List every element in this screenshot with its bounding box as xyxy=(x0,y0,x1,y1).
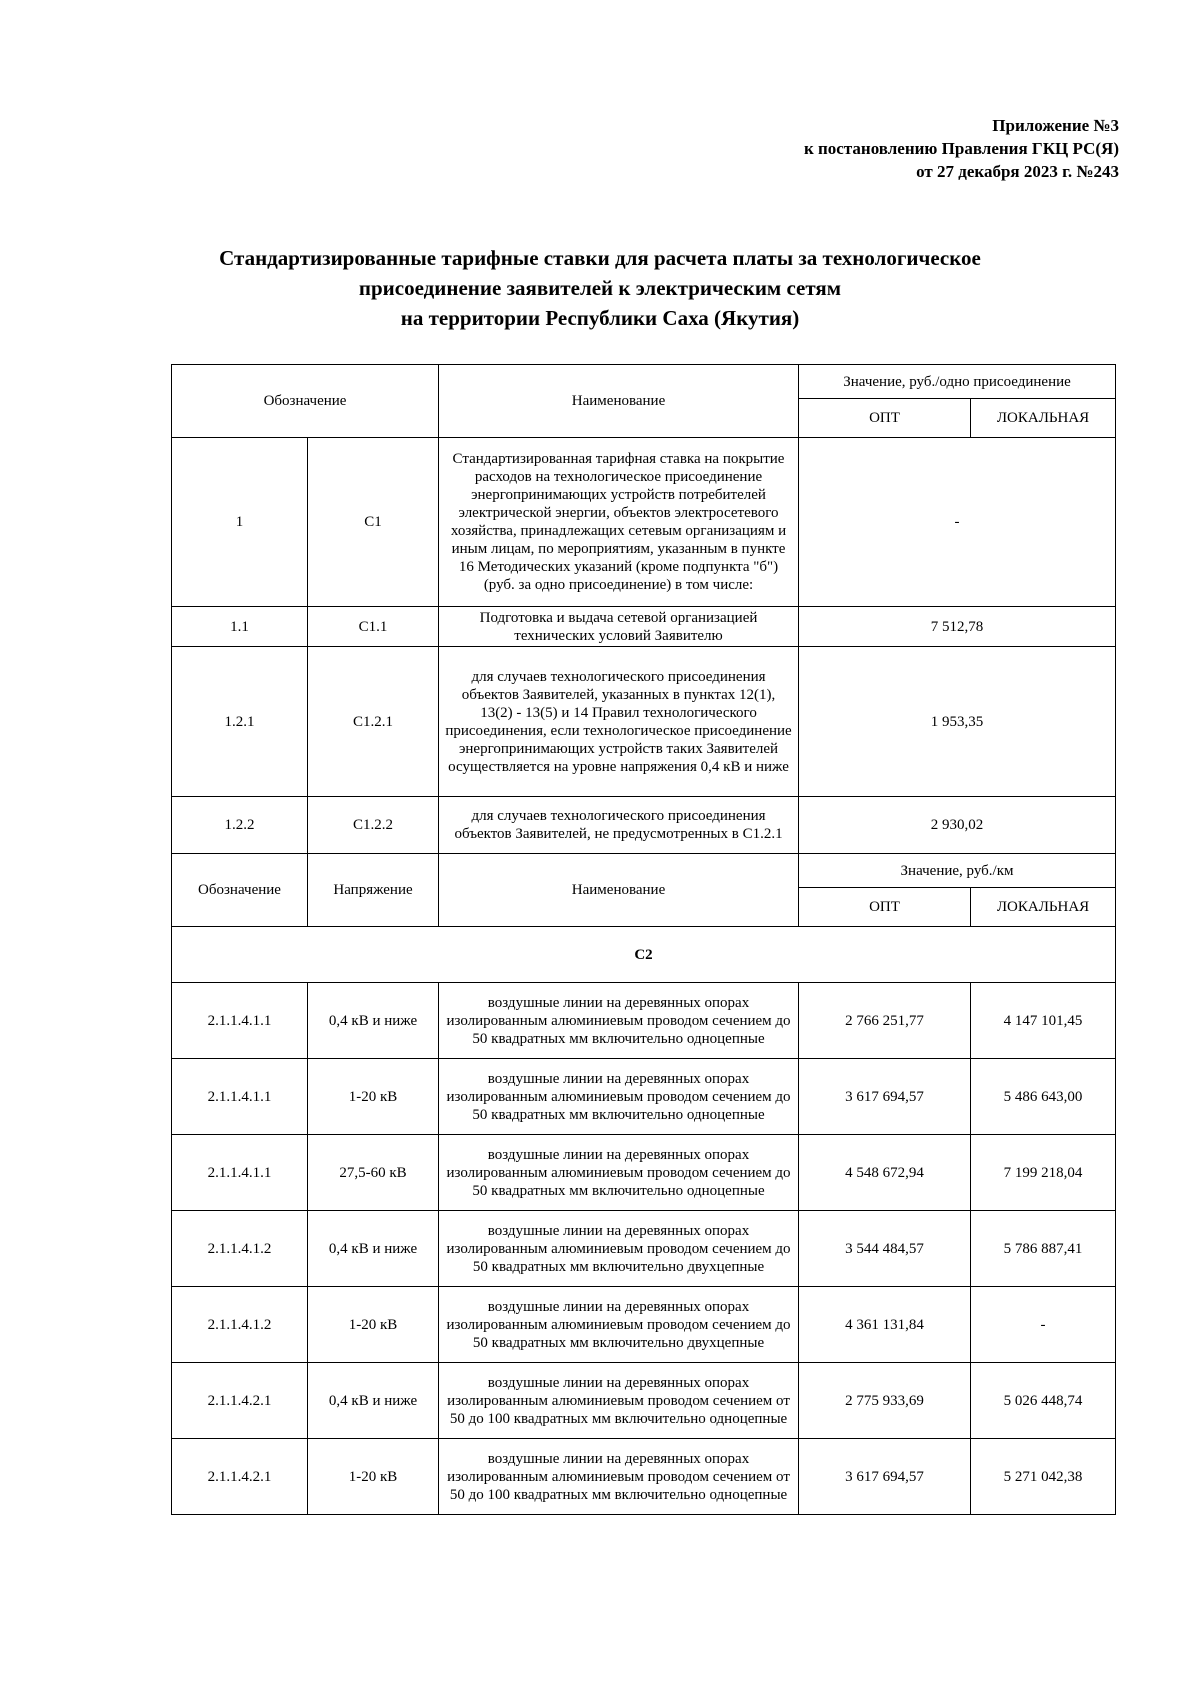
row-local-value: 5 271 042,38 xyxy=(971,1439,1116,1515)
row-value: 7 512,78 xyxy=(799,607,1116,647)
row-name: воздушные линии на деревянных опорах изолированным алюминиевым проводом сечением от 50 до 100 квадратных мм включительно одноцепные xyxy=(439,1439,799,1515)
row-opt-value: 4 361 131,84 xyxy=(799,1287,971,1363)
row-voltage: 0,4 кВ и ниже xyxy=(308,1211,439,1287)
row-value: - xyxy=(799,438,1116,607)
table1-header-row xyxy=(172,365,1116,399)
row-opt-value: 3 617 694,57 xyxy=(799,1059,971,1135)
row-code: 2.1.1.4.1.2 xyxy=(172,1211,308,1287)
section-row xyxy=(172,927,1116,983)
table1-col-designation: Обозначение xyxy=(172,365,439,438)
row-local-value: 5 786 887,41 xyxy=(971,1211,1116,1287)
row-name: воздушные линии на деревянных опорах изолированным алюминиевым проводом сечением до 50 квадратных мм включительно одноцепные xyxy=(439,1059,799,1135)
row-value: 1 953,35 xyxy=(799,647,1116,797)
table-row xyxy=(172,1135,1116,1211)
table2-col-designation: Обозначение xyxy=(172,854,308,927)
row-voltage: 1-20 кВ xyxy=(308,1439,439,1515)
tariff-table xyxy=(171,364,1116,1515)
row-opt-value: 3 544 484,57 xyxy=(799,1211,971,1287)
section-title: С2 xyxy=(172,927,1116,983)
row-name: воздушные линии на деревянных опорах изолированным алюминиевым проводом сечением до 50 квадратных мм включительно двухцепные xyxy=(439,1211,799,1287)
row-code: 2.1.1.4.2.1 xyxy=(172,1363,308,1439)
row-value: 2 930,02 xyxy=(799,797,1116,854)
row-local-value: 4 147 101,45 xyxy=(971,983,1116,1059)
row-code: С1 xyxy=(308,438,439,607)
row-number: 1.1 xyxy=(172,607,308,647)
row-opt-value: 2 766 251,77 xyxy=(799,983,971,1059)
table-row xyxy=(172,1439,1116,1515)
row-code: 2.1.1.4.2.1 xyxy=(172,1439,308,1515)
table-row xyxy=(172,1287,1116,1363)
table1-col-local: ЛОКАЛЬНАЯ xyxy=(971,399,1116,438)
table-row xyxy=(172,797,1116,854)
table-row xyxy=(172,438,1116,607)
resolution-date: от 27 декабря 2023 г. №243 xyxy=(916,162,1119,181)
row-voltage: 27,5-60 кВ xyxy=(308,1135,439,1211)
resolution-reference: к постановлению Правления ГКЦ РС(Я) xyxy=(803,139,1119,158)
row-opt-value: 4 548 672,94 xyxy=(799,1135,971,1211)
table2-col-name: Наименование xyxy=(439,854,799,927)
title-line-1: Стандартизированные тарифные ставки для расчета платы за технологическое xyxy=(219,246,981,270)
table2-col-voltage: Напряжение xyxy=(308,854,439,927)
table-row xyxy=(172,607,1116,647)
row-number: 1.2.2 xyxy=(172,797,308,854)
table1-col-opt: ОПТ xyxy=(799,399,971,438)
appendix-header xyxy=(599,114,1119,183)
row-local-value: 5 486 643,00 xyxy=(971,1059,1116,1135)
row-name: Подготовка и выдача сетевой организацией технических условий Заявителю xyxy=(439,607,799,647)
row-local-value: 5 026 448,74 xyxy=(971,1363,1116,1439)
row-code: С1.2.1 xyxy=(308,647,439,797)
row-name: воздушные линии на деревянных опорах изолированным алюминиевым проводом сечением до 50 квадратных мм включительно двухцепные xyxy=(439,1287,799,1363)
table-row xyxy=(172,647,1116,797)
row-voltage: 0,4 кВ и ниже xyxy=(308,983,439,1059)
row-number: 1 xyxy=(172,438,308,607)
table-row xyxy=(172,1211,1116,1287)
table-row xyxy=(172,1363,1116,1439)
row-name: Стандартизированная тарифная ставка на покрытие расходов на технологическое присоединение энергопринимающих устройств потребителей электрической энергии, объектов электросетевого хозяйства, принадлежащих сетевым организациям и иным лицам, по мероприятиям, указанным в пункте 16 Методических указаний (кроме подпункта "б") (руб. за одно присоединение) в том числе: xyxy=(439,438,799,607)
row-code: С1.2.2 xyxy=(308,797,439,854)
row-name: воздушные линии на деревянных опорах изолированным алюминиевым проводом сечением от 50 до 100 квадратных мм включительно одноцепные xyxy=(439,1363,799,1439)
row-opt-value: 2 775 933,69 xyxy=(799,1363,971,1439)
row-name: воздушные линии на деревянных опорах изолированным алюминиевым проводом сечением до 50 квадратных мм включительно одноцепные xyxy=(439,1135,799,1211)
appendix-number: Приложение №3 xyxy=(992,116,1119,135)
row-code: 2.1.1.4.1.1 xyxy=(172,1059,308,1135)
row-code: С1.1 xyxy=(308,607,439,647)
row-name: для случаев технологического присоединения объектов Заявителей, не предусмотренных в С1.2.1 xyxy=(439,797,799,854)
table1-col-value: Значение, руб./одно присоединение xyxy=(799,365,1116,399)
table2-col-opt: ОПТ xyxy=(799,888,971,927)
row-local-value: 7 199 218,04 xyxy=(971,1135,1116,1211)
row-voltage: 0,4 кВ и ниже xyxy=(308,1363,439,1439)
table2-header-row xyxy=(172,854,1116,888)
row-code: 2.1.1.4.1.1 xyxy=(172,1135,308,1211)
row-opt-value: 3 617 694,57 xyxy=(799,1439,971,1515)
row-name: воздушные линии на деревянных опорах изолированным алюминиевым проводом сечением до 50 квадратных мм включительно одноцепные xyxy=(439,983,799,1059)
row-name: для случаев технологического присоединения объектов Заявителей, указанных в пунктах 12(1), 13(2) - 13(5) и 14 Правил технологического присоединения, если технологическое присоединение энергопринимающих устройств таких Заявителей осуществляется на уровне напряжения 0,4 кВ и ниже xyxy=(439,647,799,797)
row-number: 1.2.1 xyxy=(172,647,308,797)
row-code: 2.1.1.4.1.1 xyxy=(172,983,308,1059)
table-row xyxy=(172,1059,1116,1135)
row-voltage: 1-20 кВ xyxy=(308,1059,439,1135)
table2-col-value: Значение, руб./км xyxy=(799,854,1116,888)
title-line-3: на территории Республики Саха (Якутия) xyxy=(400,306,800,330)
row-voltage: 1-20 кВ xyxy=(308,1287,439,1363)
row-local-value: - xyxy=(971,1287,1116,1363)
document-title xyxy=(150,243,1050,333)
table2-col-local: ЛОКАЛЬНАЯ xyxy=(971,888,1116,927)
table-row xyxy=(172,983,1116,1059)
table1-col-name: Наименование xyxy=(439,365,799,438)
title-line-2: присоединение заявителей к электрическим сетям xyxy=(358,276,842,300)
row-code: 2.1.1.4.1.2 xyxy=(172,1287,308,1363)
